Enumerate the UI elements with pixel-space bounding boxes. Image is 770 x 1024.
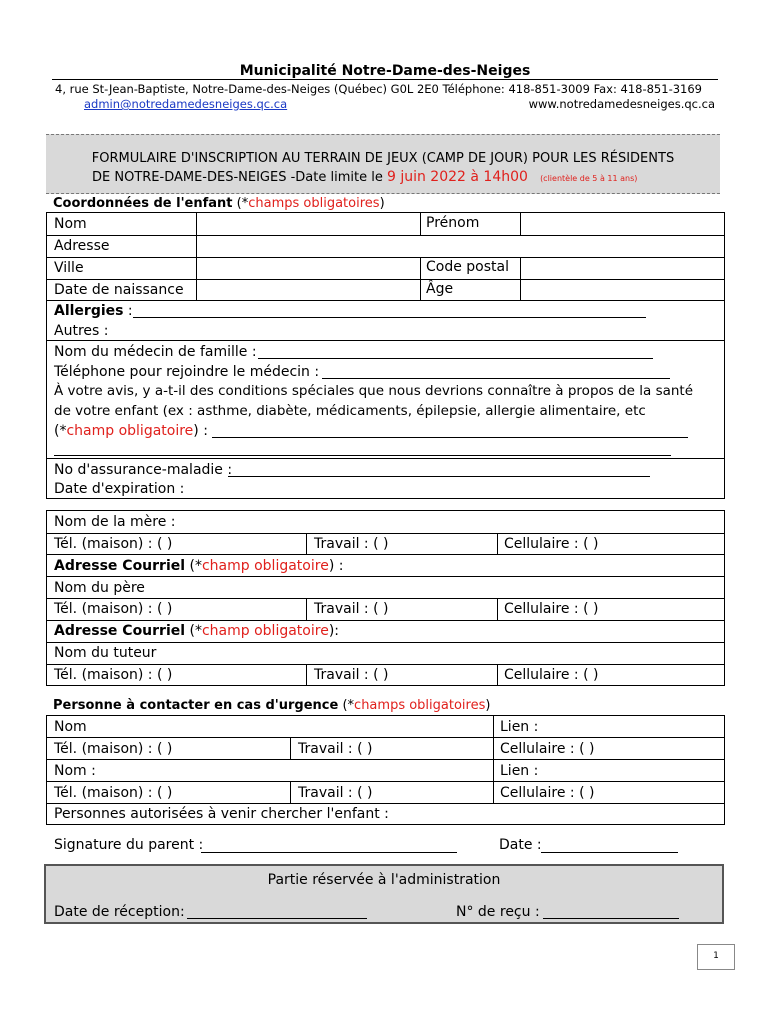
label-expiration: Date d'expiration : xyxy=(54,481,185,497)
tuteur-cellulaire[interactable]: Cellulaire : ( ) xyxy=(504,667,599,683)
pere-travail[interactable]: Travail : ( ) xyxy=(314,601,389,617)
label-date-reception: Date de réception: xyxy=(54,904,185,920)
urgence-tel-maison-1[interactable]: Tél. (maison) : ( ) xyxy=(54,741,173,757)
input-date-reception[interactable] xyxy=(187,918,367,919)
banner-prefix: DE NOTRE-DAME-DES-NEIGES -Date limite le xyxy=(92,170,387,185)
input-signature-date[interactable] xyxy=(541,852,678,853)
banner-line-2 xyxy=(92,169,637,185)
label-nom: Nom xyxy=(54,216,87,232)
label-mere: Nom de la mère : xyxy=(54,514,176,530)
input-tel-medecin[interactable] xyxy=(322,378,670,379)
input-code-postal[interactable] xyxy=(521,258,724,278)
input-medecin[interactable] xyxy=(258,358,653,359)
input-prenom[interactable] xyxy=(521,213,724,234)
label-prenom: Prénom xyxy=(426,215,480,231)
urgence-nom-1[interactable]: Nom xyxy=(54,719,87,735)
urgence-tel-maison-2[interactable]: Tél. (maison) : ( ) xyxy=(54,785,173,801)
conditions-required: (*champ obligatoire) : xyxy=(54,423,208,439)
mere-travail[interactable]: Travail : ( ) xyxy=(314,536,389,552)
input-numero-recu[interactable] xyxy=(543,918,679,919)
req-close: ) xyxy=(379,196,385,211)
label-pere: Nom du père xyxy=(54,580,145,596)
label-signature: Signature du parent : xyxy=(54,837,204,853)
urgence-travail-2[interactable]: Travail : ( ) xyxy=(298,785,373,801)
urgence-travail-1[interactable]: Travail : ( ) xyxy=(298,741,373,757)
label-assurance: No d'assurance-maladie : xyxy=(54,462,233,478)
input-ville[interactable] xyxy=(197,258,419,278)
child-section-heading xyxy=(53,196,385,211)
input-assurance[interactable] xyxy=(228,476,650,477)
tuteur-travail[interactable]: Travail : ( ) xyxy=(314,667,389,683)
label-tel-medecin: Téléphone pour rejoindre le médecin : xyxy=(54,364,320,380)
conditions-question-1: À votre avis, y a-t-il des conditions spéciales que nous devrions connaître à propos de la santé xyxy=(54,383,694,399)
urgence-autorisees[interactable]: Personnes autorisées à venir chercher l'enfant : xyxy=(54,806,389,822)
label-code-postal: Code postal xyxy=(426,259,509,275)
urgence-nom-2[interactable]: Nom : xyxy=(54,763,96,779)
pere-courriel[interactable]: Adresse Courriel (*champ obligatoire): xyxy=(54,623,339,639)
req-open: (* xyxy=(236,196,249,211)
urgence-cellulaire-2[interactable]: Cellulaire : ( ) xyxy=(500,785,595,801)
input-date-naissance[interactable] xyxy=(197,280,419,299)
pere-cellulaire[interactable]: Cellulaire : ( ) xyxy=(504,601,599,617)
label-tuteur: Nom du tuteur xyxy=(54,645,157,661)
label-ville: Ville xyxy=(54,260,84,276)
admin-title: Partie réservée à l'administration xyxy=(267,872,501,888)
header-divider xyxy=(52,79,718,80)
label-date-naissance: Date de naissance xyxy=(54,282,184,298)
tuteur-tel-maison[interactable]: Tél. (maison) : ( ) xyxy=(54,667,173,683)
child-heading-label: Coordonnées de l'enfant xyxy=(53,196,233,211)
conditions-question-2: de votre enfant (ex : asthme, diabète, médicaments, épilepsie, allergie alimentaire, etc xyxy=(54,403,646,419)
input-allergies[interactable] xyxy=(133,317,646,318)
urgence-lien-1[interactable]: Lien : xyxy=(500,719,539,735)
mere-courriel[interactable]: Adresse Courriel (*champ obligatoire) : xyxy=(54,558,344,574)
deadline-text: 9 juin 2022 à 14h00 xyxy=(386,169,528,185)
label-allergies: Allergies : xyxy=(54,303,133,319)
admin-section xyxy=(44,864,724,924)
urgence-lien-2[interactable]: Lien : xyxy=(500,763,539,779)
pere-tel-maison[interactable]: Tél. (maison) : ( ) xyxy=(54,601,173,617)
page-number-box xyxy=(697,944,735,970)
label-signature-date: Date : xyxy=(499,837,542,853)
label-autres: Autres : xyxy=(54,323,109,339)
mere-tel-maison[interactable]: Tél. (maison) : ( ) xyxy=(54,536,173,552)
input-signature[interactable] xyxy=(201,852,457,853)
label-medecin: Nom du médecin de famille : xyxy=(54,344,257,360)
mere-cellulaire[interactable]: Cellulaire : ( ) xyxy=(504,536,599,552)
input-nom[interactable] xyxy=(197,213,419,234)
required-note: champs obligatoires xyxy=(248,196,380,211)
header-address: 4, rue St-Jean-Baptiste, Notre-Dame-des-Neiges (Québec) G0L 2E0 Téléphone: 418-851-3009 Fax: 418-851-3169 xyxy=(55,82,702,96)
urgence-section-heading: Personne à contacter en cas d'urgence (*champs obligatoires) xyxy=(53,698,491,713)
form-banner xyxy=(46,134,720,194)
banner-line-1: FORMULAIRE D'INSCRIPTION AU TERRAIN DE JEUX (CAMP DE JOUR) POUR LES RÉSIDENTS xyxy=(91,151,675,166)
urgence-cellulaire-1[interactable]: Cellulaire : ( ) xyxy=(500,741,595,757)
label-age: Âge xyxy=(426,281,454,297)
input-adresse[interactable] xyxy=(197,236,724,256)
input-conditions-line-2[interactable] xyxy=(54,455,671,456)
input-age[interactable] xyxy=(521,280,724,299)
label-numero-recu: N° de reçu : xyxy=(456,904,540,920)
page-title: Municipalité Notre-Dame-des-Neiges xyxy=(239,63,531,79)
email-link[interactable]: admin@notredamedesneiges.qc.ca xyxy=(84,97,288,111)
label-adresse: Adresse xyxy=(54,238,110,254)
clientele-text: (clientèle de 5 à 11 ans) xyxy=(540,174,638,183)
website-text: www.notredamedesneiges.qc.ca xyxy=(528,97,715,111)
page-number: 1 xyxy=(713,951,719,961)
input-conditions[interactable] xyxy=(212,437,688,438)
